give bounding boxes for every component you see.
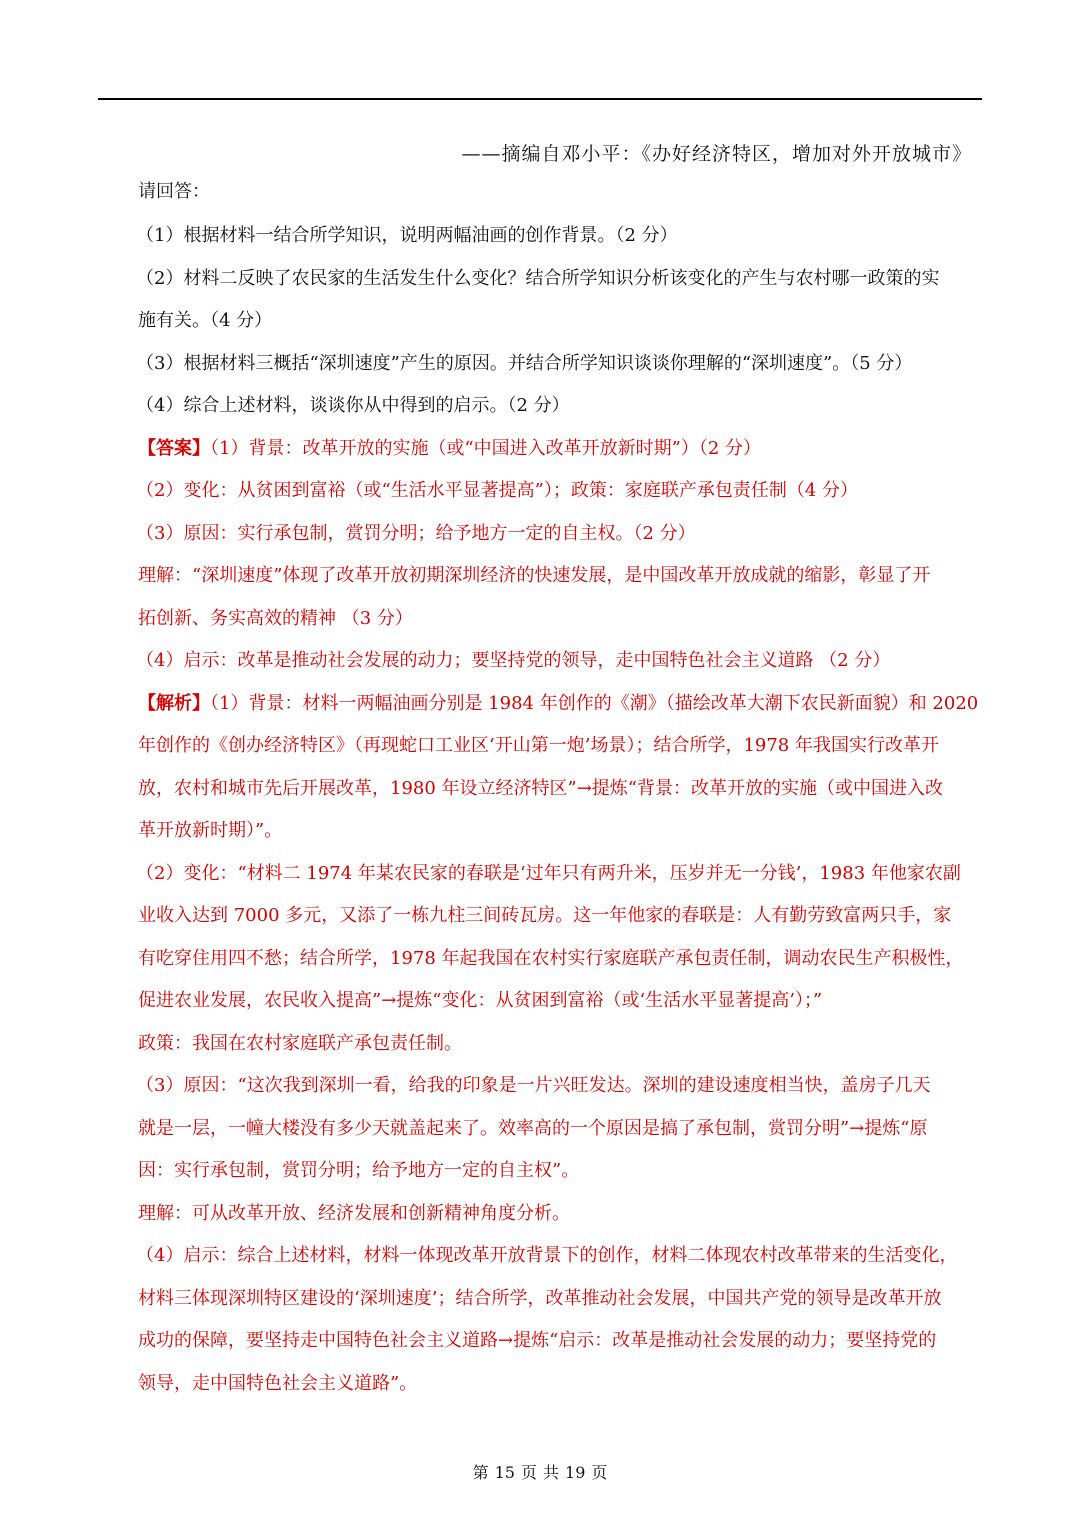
analysis-3-line-1: （3）原因：“这次我到深圳一看，给我的印象是一片兴旺发达。深圳的建设速度相当快，盖房子几天: [136, 1075, 931, 1096]
total-pages: 19: [565, 1463, 586, 1482]
analysis-2-line-3: 有吃穿住用四不愁；结合所学，1978 年起我国在农村实行家庭联产承包责任制，调动农民生产积极性，: [138, 948, 964, 969]
analysis-4-line-4: 领导，走中国特色社会主义道路”。: [138, 1373, 418, 1394]
answer-3-understanding-line-1: 理解：“深圳速度”体现了改革开放初期深圳经济的快速发展，是中国改革开放成就的缩影，彰显了开: [138, 565, 931, 586]
analysis-line-1: [138, 695, 978, 713]
analysis-4-line-3: 成功的保障，要坚持走中国特色社会主义道路→提炼“启示：改革是推动社会发展的动力；要坚持党的: [138, 1330, 937, 1351]
analysis-1-line-2: 年创作的《创办经济特区》（再现蛇口工业区‘开山第一炮’场景）；结合所学，1978 年我国实行改革开: [138, 735, 939, 756]
analysis-2-line-2: 业收入达到 7000 多元，又添了一栋九柱三间砖瓦房。这一年他家的春联是：人有勤劳致富两只手，家: [138, 905, 952, 926]
header-rule: [98, 98, 982, 100]
page-footer: [0, 1460, 1080, 1483]
answer-3: （3）原因：实行承包制，赏罚分明；给予地方一定的自主权。（2 分）: [136, 523, 696, 544]
analysis-2-line-5: 政策：我国在农村家庭联产承包责任制。: [138, 1033, 462, 1054]
analysis-3-line-2: 就是一层，一幢大楼没有多少天就盖起来了。效率高的一个原因是搞了承包制，赏罚分明”→提炼“原: [138, 1118, 928, 1139]
question-2-line-1: （2）材料二反映了农民家的生活发生什么变化？结合所学知识分析该变化的产生与农村哪一政策的实: [136, 268, 940, 289]
footer-prefix: 第: [472, 1463, 489, 1482]
analysis-3-line-3: 因：实行承包制，赏罚分明；给予地方一定的自主权”。: [138, 1160, 580, 1181]
question-4: （4）综合上述材料，谈谈你从中得到的启示。（2 分）: [136, 395, 570, 416]
answer-line-1: [138, 440, 761, 458]
analysis-4-line-2: 材料三体现深圳特区建设的‘深圳速度’；结合所学，改革推动社会发展，中国共产党的领导是改革开放: [138, 1288, 942, 1309]
analysis-tag: 【解析】: [138, 693, 210, 714]
question-2-line-2: 施有关。（4 分）: [138, 310, 273, 331]
answer-3-understanding-line-2: 拓创新、务实高效的精神 （3 分）: [138, 608, 413, 629]
page-number: 15: [494, 1463, 515, 1482]
answer-4: （4）启示：改革是推动社会发展的动力；要坚持党的领导，走中国特色社会主义道路 （2 分）: [136, 650, 891, 671]
analysis-4-line-1: （4）启示：综合上述材料，材料一体现改革开放背景下的创作，材料二体现农村改革带来的生活变化，: [136, 1245, 958, 1266]
answer-2: （2）变化：从贫困到富裕（或“生活水平显著提高”）；政策：家庭联产承包责任制（4 分）: [136, 480, 859, 501]
answer-1: （1）背景：改革开放的实施（或“中国进入改革开放新时期”）（2 分）: [210, 438, 762, 459]
analysis-2-line-1: （2）变化：“材料二 1974 年某农民家的春联是‘过年只有两升米，压岁并无一分钱’，1983 年他家农副: [136, 863, 961, 884]
footer-suffix: 页: [591, 1463, 608, 1482]
analysis-1-line-3: 放，农村和城市先后开展改革，1980 年设立经济特区”→提炼“背景：改革开放的实施（或中国进入改: [138, 778, 944, 799]
answer-tag: 【答案】: [138, 438, 210, 459]
answer-prompt: 请回答：: [138, 181, 210, 202]
question-3: （3）根据材料三概括“深圳速度”产生的原因。并结合所学知识谈谈你理解的“深圳速度”。（5 分）: [136, 353, 913, 374]
footer-gong: 共: [543, 1463, 560, 1482]
question-1: （1）根据材料一结合所学知识，说明两幅油画的创作背景。（2 分）: [136, 225, 678, 246]
source-citation: ——摘编自邓小平：《办好经济特区，增加对外开放城市》: [461, 143, 972, 165]
analysis-3-line-4: 理解：可从改革开放、经济发展和创新精神角度分析。: [138, 1203, 570, 1224]
analysis-2-line-4: 促进农业发展，农民收入提高”→提炼“变化：从贫困到富裕（或‘生活水平显著提高’）；”: [138, 990, 823, 1011]
analysis-1-line-1: （1）背景：材料一两幅油画分别是 1984 年创作的《潮》（描绘改革大潮下农民新面貌）和 2020: [210, 693, 979, 714]
footer-mid: 页: [520, 1463, 537, 1482]
analysis-1-line-4: 革开放新时期）”。: [138, 820, 283, 841]
